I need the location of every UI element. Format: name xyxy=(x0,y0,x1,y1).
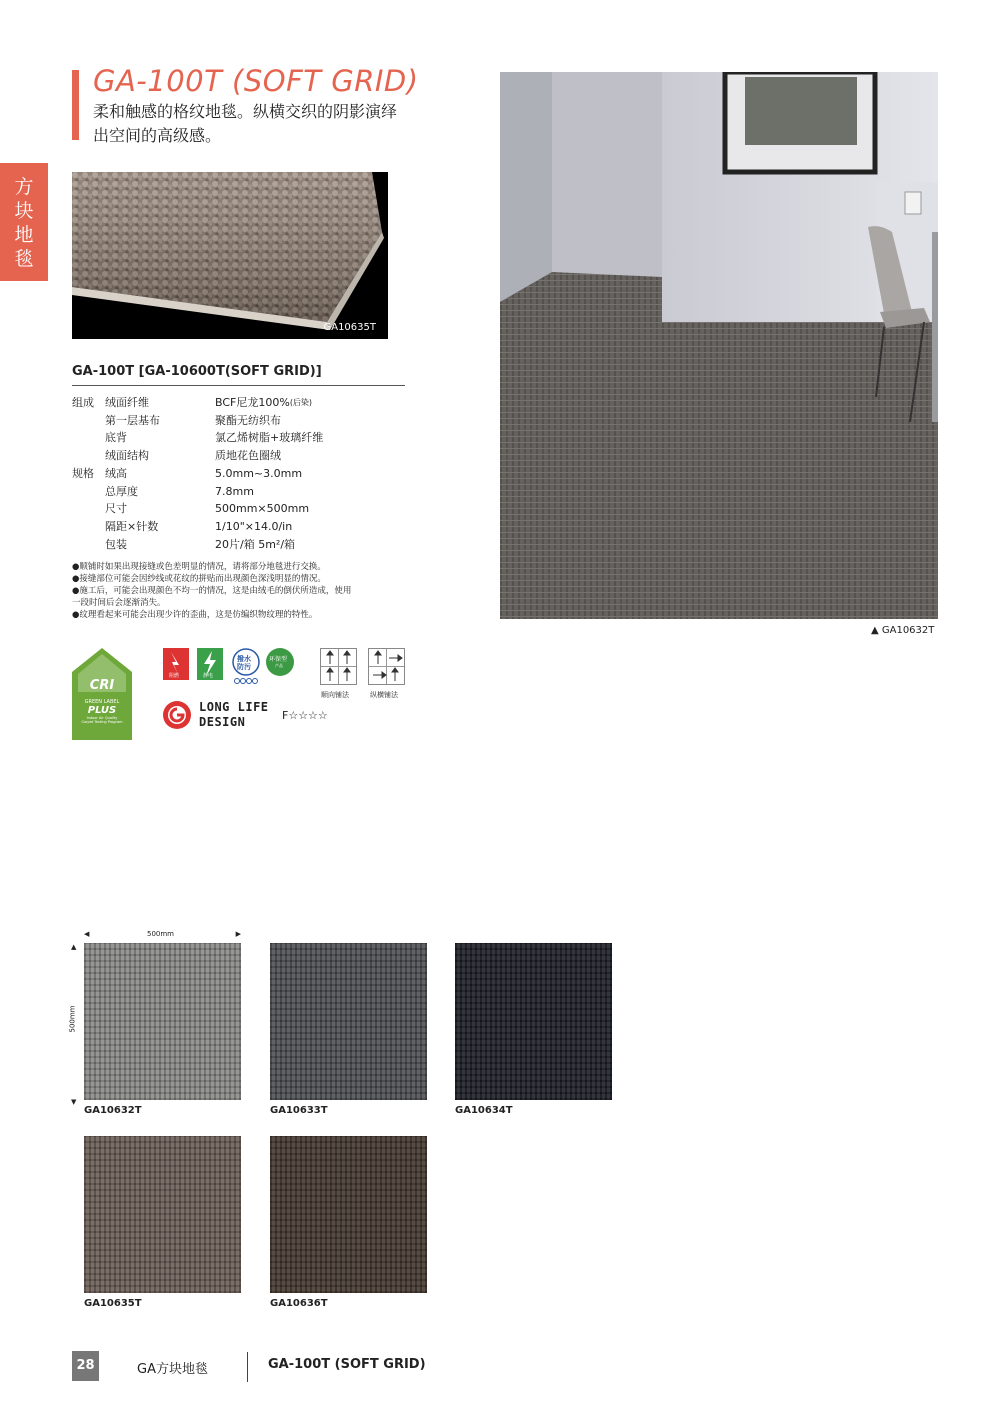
swatch-code: GA10635T xyxy=(84,1298,142,1309)
water-stain-repellent-icon xyxy=(231,647,261,685)
section-tab xyxy=(0,163,48,281)
carpet-closeup-graphic xyxy=(72,172,388,339)
spec-row xyxy=(72,465,323,483)
eco-label: 产品 xyxy=(275,663,283,668)
spec-group xyxy=(72,500,105,518)
static-label: 静电 xyxy=(203,673,214,679)
carpet-swatch xyxy=(270,1136,427,1293)
note-line: ●施工后，可能会出现颜色不均一的情况，这是由绒毛的倒伏所造成，使用 xyxy=(72,586,352,596)
spec-row xyxy=(72,500,323,518)
eco-label: 环保型 xyxy=(269,656,288,663)
cri-text: PLUS xyxy=(87,705,117,716)
spec-row xyxy=(72,429,323,447)
swatch-code: GA10634T xyxy=(455,1105,513,1116)
tab-char: 毯 xyxy=(14,248,34,270)
spec-row xyxy=(72,483,323,501)
spec-item: 绒面结构 xyxy=(105,449,149,463)
closeup-code: GA10635T xyxy=(323,322,376,333)
spec-row xyxy=(72,536,323,554)
spec-row xyxy=(72,447,323,465)
spec-item: 绒高 xyxy=(105,466,127,480)
note-line: ●顺铺时如果出现接缝或色差明显的情况，请将部分地毯进行交换。 xyxy=(72,562,326,572)
swatch-code: GA10636T xyxy=(270,1298,328,1309)
spec-value: 5.0mm~3.0mm xyxy=(215,466,303,480)
spec-group xyxy=(72,429,105,447)
spec-group xyxy=(72,412,105,430)
quarter-turn-install-icon xyxy=(368,648,405,685)
spec-group xyxy=(72,447,105,465)
footer-product-name: GA-100T (SOFT GRID) xyxy=(268,1357,426,1372)
height-label: 500mm xyxy=(68,1005,77,1033)
lld-line: DESIGN xyxy=(199,715,246,729)
eco-product-icon xyxy=(266,648,294,676)
tab-char: 块 xyxy=(14,200,34,222)
antistatic-icon xyxy=(197,648,223,680)
spec-group: 规格 xyxy=(72,466,94,480)
spec-item: 尺寸 xyxy=(105,502,127,516)
note-line: ●纹理看起来可能会出现少许的歪曲，这是仿编织物纹理的特性。 xyxy=(72,610,318,620)
spec-note: (后染) xyxy=(289,398,313,407)
long-life-design-text xyxy=(199,700,269,730)
install-label: 顺向铺法 xyxy=(321,691,349,699)
spec-group xyxy=(72,536,105,554)
f-star-rating: F☆☆☆☆ xyxy=(282,709,328,722)
notes xyxy=(72,561,412,621)
room-photo-caption: ▲ GA10632T xyxy=(871,625,935,636)
tab-char: 方 xyxy=(14,176,34,198)
swatch-code: GA10632T xyxy=(84,1105,142,1116)
spec-value: 20片/箱 5m²/箱 xyxy=(215,537,296,551)
cri-text: CRI xyxy=(89,678,115,693)
spec-value: 500mm×500mm xyxy=(215,502,310,516)
spec-item: 隔距×针数 xyxy=(105,519,159,533)
page-title: GA-100T (SOFT GRID) xyxy=(93,64,419,98)
spec-row xyxy=(72,518,323,536)
page-subtitle xyxy=(93,100,413,148)
spec-row xyxy=(72,412,323,430)
spec-item: 底背 xyxy=(105,431,127,445)
water-label: 撥水 xyxy=(237,655,251,663)
spec-item: 第一层基布 xyxy=(105,413,160,427)
spec-value: 聚酯无纺织布 xyxy=(215,413,281,427)
water-label: 防污 xyxy=(237,663,251,671)
page-number: 28 xyxy=(72,1351,99,1381)
width-label: 500mm xyxy=(147,930,174,938)
carpet-swatch xyxy=(270,943,427,1100)
install-label: 纵横铺法 xyxy=(370,691,398,699)
spec-value: 1/10"×14.0/in xyxy=(215,519,293,533)
spec-value: 7.8mm xyxy=(215,484,254,498)
fire-label: 阻燃 xyxy=(169,673,180,679)
spec-table xyxy=(72,394,323,553)
subtitle-line: 柔和触感的格纹地毯。纵横交织的阴影演绎 xyxy=(93,102,398,121)
height-dimension: ▲ 500mm ▼ xyxy=(68,943,77,1106)
carpet-closeup-image xyxy=(72,172,388,339)
swatch-code: GA10633T xyxy=(270,1105,328,1116)
carpet-swatch xyxy=(84,943,241,1100)
note-line: ●接缝部位可能会因纱线或花纹的拼贴而出现颜色深浅明显的情况。 xyxy=(72,574,326,584)
product-heading: GA-100T [GA-10600T(SOFT GRID)] xyxy=(72,364,322,379)
tab-char: 地 xyxy=(14,224,34,246)
spec-value: BCF尼龙100% xyxy=(215,396,290,409)
cri-text: Indoor Air Quality xyxy=(86,716,118,720)
spec-item: 总厚度 xyxy=(105,484,138,498)
room-photo xyxy=(500,72,938,619)
monolithic-install-icon xyxy=(320,648,357,685)
footer-divider xyxy=(247,1352,248,1382)
spec-group xyxy=(72,483,105,501)
note-line: 一段时间后会逐渐消失。 xyxy=(72,598,166,608)
cri-text: GREEN LABEL xyxy=(84,699,120,705)
title-accent-bar xyxy=(72,70,79,140)
spec-value: 质地花色圈绒 xyxy=(215,449,281,463)
carpet-swatch xyxy=(455,943,612,1100)
spec-group: 组成 xyxy=(72,396,94,409)
spec-item: 绒面纤维 xyxy=(105,396,149,409)
subtitle-line: 出空间的高级感。 xyxy=(93,126,222,145)
footer-category: GA方块地毯 xyxy=(137,1362,208,1377)
spec-value: 氯乙烯树脂+玻璃纤维 xyxy=(215,431,324,445)
fire-retardant-icon xyxy=(163,648,189,680)
divider xyxy=(72,385,405,386)
long-life-design-logo xyxy=(162,700,192,734)
spec-row xyxy=(72,394,323,412)
lld-line: LONG LIFE xyxy=(199,700,269,714)
spec-group xyxy=(72,518,105,536)
carpet-swatch xyxy=(84,1136,241,1293)
spec-item: 包装 xyxy=(105,537,127,551)
cri-text: Carpet Testing Program xyxy=(81,720,123,724)
cri-green-label-plus-logo xyxy=(72,648,132,740)
